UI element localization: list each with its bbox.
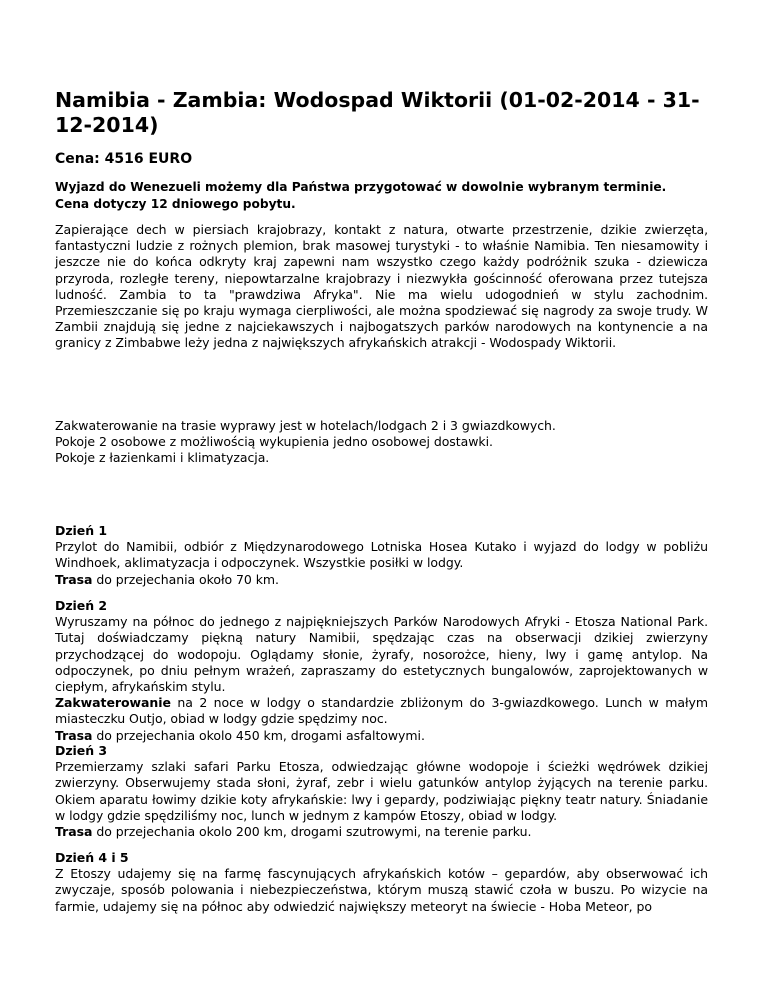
day-3-route-text: do przejechania okolo 200 km, drogami szutrowymi, na terenie parku. [92,824,532,840]
accommodation-line-3: Pokoje z łazienkami i klimatyzacja. [55,450,270,466]
accommodation-line-2: Pokoje 2 osobowe z możliwością wykupienia jedno osobowej dostawki. [55,434,493,450]
lead-line-1: Wyjazd do Wenezueli możemy dla Państwa przygotować w dowolnie wybranym terminie. [55,180,667,194]
accommodation-info [55,418,708,467]
day-2-route-label: Trasa [55,727,93,743]
day-4-5-title: Dzień 4 i 5 [55,850,129,865]
day-3-title: Dzień 3 [55,743,108,758]
day-2-route-text: do przejechania okolo 450 km, drogami asfaltowymi. [92,727,425,743]
day-2-text: Wyruszamy na północ do jednego z najpiękniejszych Parków Narodowych Afryki - Etosza National Park. Tutaj doświadczamy piękną natury Namibii, spędzając czas na obserwacji dzikiej zwierzyny przychodzącej do wodopoju. Oglądamy słonie, żyrafy, nosorożce, hieny, lwy i gamę antylop. Na odpoczynek, po dniu pełnym wrażeń, zapraszamy do estetycznych bungalowów, zaprojektowanych w ciepłym, afrykańskim stylu. [55,614,708,695]
day-1-text: Przylot do Namibii, odbiór z Międzynarodowego Lotniska Hosea Kutako i wyjazd do lodgy w pobliżu Windhoek, aklimatyzacja i odpoczynek. Wszystkie posiłki w lodgy. [55,539,708,571]
day-1-route-text: do przejechania około 70 km. [92,571,279,587]
day-3-text: Przemierzamy szlaki safari Parku Etosza, odwiedzając główne wodopoje i ścieżki wędrówek dzikiej zwierzyny. Obserwujemy stada słoni, żyraf, zebr i wielu gatunków antylop żyjących na terenie parku. Okiem aparatu łowimy dzikie koty afrykańskie: lwy i gepardy, podziwiając piękny teatr natury. Śniadanie w lodgy gdzie spędziliśmy noc, lunch w jednym z kampów Etoszy, obiad w lodgy. [55,759,708,823]
day-2-section [55,598,708,744]
day-2-stay-label: Zakwaterowanie [55,695,171,711]
page-title: Namibia - Zambia: Wodospad Wiktorii (01-02-2014 - 31-12-2014) [55,88,700,137]
intro-paragraph: Zapierające dech w piersiach krajobrazy, kontakt z natura, otwarte przestrzenie, dzikie zwierzęta, fantastyczni ludzie z rożnych plemion, brak masowej turystyki - to właśnie Namibia. Ten niesamowity i jeszcze nie do końca odkryty kraj zapewni nam wszystko czego każdy podróżnik szuka - dziewicza przyroda, rozległe tereny, niepowtarzalne krajobrazy i niezwykła gościnność oferowana przez tutejsza ludność. Zambia to ta "prawdziwa Afryka". Nie ma wielu udogodnień w stylu zachodnim. Przemieszczanie się po kraju wymaga cierpliwości, ale można spodziewać się nagrody za swoje trudy. W Zambii znajdują się jedne z najciekawszych i najbogatszych parków narodowych na kontynencie a na granicy z Zimbabwe leży jedna z największych afrykańskich atrakcji - Wodospady Wiktorii. [55,222,708,351]
lead-line-2: Cena dotyczy 12 dniowego pobytu. [55,197,296,211]
day-1-title: Dzień 1 [55,523,108,538]
day-3-route-label: Trasa [55,824,93,840]
day-3-section [55,743,708,840]
price-heading: Cena: 4516 EURO [55,151,193,167]
accommodation-line-1: Zakwaterowanie na trasie wyprawy jest w hotelach/lodgach 2 i 3 gwiazdkowych. [55,418,556,433]
lead-text [55,179,708,213]
day-2-title: Dzień 2 [55,598,108,613]
day-4-5-section [55,850,708,915]
day-1-section [55,523,708,588]
day-2-stay-text: na 2 noce w lodgy o standardzie zbliżonym do 3-gwiazdkowego. Lunch w małym miasteczku Outjo, obiad w lodgy gdzie spędzimy noc. [55,695,708,727]
day-1-route-label: Trasa [55,571,93,587]
day-4-5-text: Z Etoszy udajemy się na farmę fascynujących afrykańskich kotów – gepardów, aby obserwować ich zwyczaje, sposób polowania i niebezpieczeństwa, którym muszą stawić czoła w buszu. Po wizycie na farmie, udajemy się na północ aby odwiedzić największy meteoryt na świecie - Hoba Meteor, po [55,866,708,914]
